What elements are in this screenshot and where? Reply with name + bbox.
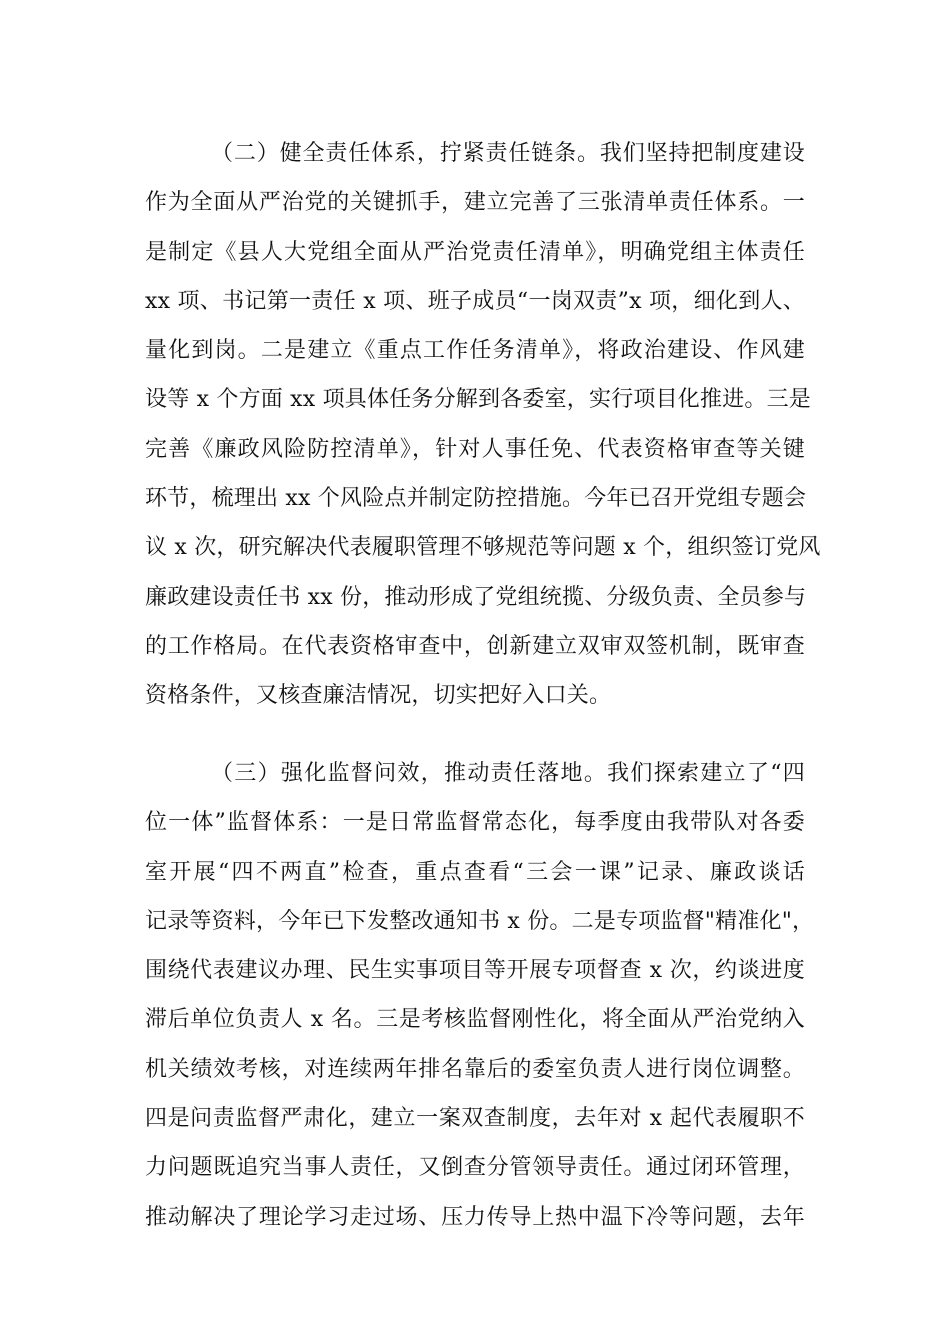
text-line: 设等 x 个方面 xx 项具体任务分解到各委室，实行项目化推进。三是 — [145, 387, 811, 413]
paragraph-responsibility-system — [145, 129, 821, 721]
text-line: 围绕代表建议办理、民生实事项目等开展专项督查 x 次，约谈进度 — [145, 958, 805, 984]
text-line: 四是问责监督严肃化，建立一案双查制度，去年对 x 起代表履职不 — [145, 1106, 805, 1132]
paragraph-supervision-accountability — [145, 749, 815, 1242]
text-line: 推动解决了理论学习走过场、压力传导上热中温下冷等问题，去年 — [145, 1204, 805, 1230]
text-line: 是制定《县人大党组全面从严治党责任清单》，明确党组主体责任 — [145, 239, 805, 265]
text-line: xx 项、书记第一责任 x 项、班子成员“一岗双责”x 项，细化到人、 — [145, 288, 805, 314]
text-line: 完善《廉政风险防控清单》，针对人事任免、代表资格审查等关键 — [145, 436, 805, 462]
text-line: 环节，梳理出 xx 个风险点并制定防控措施。今年已召开党组专题会 — [145, 486, 807, 512]
text-line: 议 x 次，研究解决代表履职管理不够规范等问题 x 个，组织签订党风 — [145, 535, 821, 561]
text-line: 作为全面从严治党的关键抓手，建立完善了三张清单责任体系。一 — [145, 190, 805, 216]
text-line: 力问题既追究当事人责任，又倒查分管领导责任。通过闭环管理， — [145, 1155, 805, 1181]
text-line: 机关绩效考核，对连续两年排名靠后的委室负责人进行岗位调整。 — [145, 1056, 805, 1082]
text-line: 廉政建设责任书 xx 份，推动形成了党组统揽、分级负责、全员参与 — [145, 584, 807, 610]
text-line: 的工作格局。在代表资格审查中，创新建立双审双签机制，既审查 — [145, 633, 805, 659]
text-line: （二）健全责任体系，拧紧责任链条。我们坚持把制度建设 — [211, 141, 805, 166]
text-line: 室开展“四不两直”检查，重点查看“三会一课”记录、廉政谈话 — [145, 859, 805, 885]
text-line: 资格条件，又核查廉洁情况，切实把好入口关。 — [145, 683, 612, 709]
text-line: 量化到岗。二是建立《重点工作任务清单》，将政治建设、作风建 — [145, 338, 805, 364]
text-line: （三）强化监督问效，推动责任落地。我们探索建立了“四 — [211, 761, 805, 786]
text-line: 记录等资料，今年已下发整改通知书 x 份。二是专项监督"精准化"， — [145, 908, 815, 934]
text-line: 滞后单位负责人 x 名。三是考核监督刚性化，将全面从严治党纳入 — [145, 1007, 805, 1033]
text-line: 位一体”监督体系：一是日常监督常态化，每季度由我带队对各委 — [145, 810, 805, 836]
